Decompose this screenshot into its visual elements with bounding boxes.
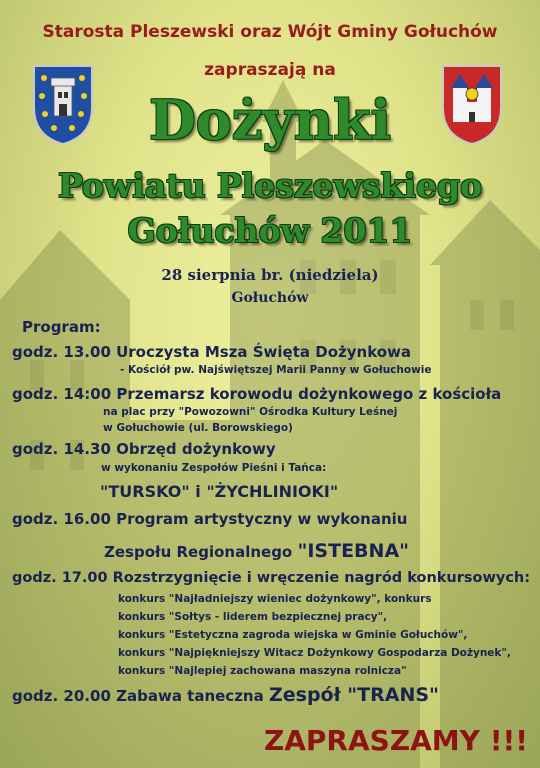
program-item-2000-label: godz. 20.00 Zabawa taneczna [12, 687, 264, 705]
title-powiat: Powiatu Pleszewskiego [57, 166, 483, 205]
ensemble-label: Zespołu Regionalnego [104, 543, 293, 561]
event-place: Gołuchów [231, 290, 309, 306]
header-invite: zapraszają na [204, 60, 336, 80]
program-item-1600-ensemble [104, 540, 409, 562]
title-dozynki: Dożynki [148, 88, 392, 152]
program-item-1430: godz. 14.30 Obrzęd dożynkowy [12, 440, 276, 458]
contest-1: konkurs "Najładniejszy wieniec dożynkowy", konkurs [118, 593, 432, 605]
program-item-2000 [12, 684, 439, 706]
program-item-1700: godz. 17.00 Rozstrzygnięcie i wręczenie nagród konkursowych: [12, 570, 531, 586]
program-item-1400-detail-2: w Gołuchowie (ul. Borowskiego) [103, 422, 293, 434]
program-item-1300-detail: - Kościół pw. Najświętszej Marii Panny w Gołuchowie [120, 364, 432, 376]
contest-5: konkurs "Najlepiej zachowana maszyna rolnicza" [118, 665, 407, 677]
program-item-1300: godz. 13.00 Uroczysta Msza Święta Dożynkowa [12, 343, 412, 361]
program-item-1430-detail: w wykonaniu Zespołów Pieśni i Tańca: [101, 462, 327, 474]
contest-3: konkurs "Estetyczna zagroda wiejska w Gminie Gołuchów", [118, 629, 468, 641]
header-organizers: Starosta Pleszewski oraz Wójt Gminy Gołuchów [42, 22, 498, 42]
program-item-1400: godz. 14:00 Przemarsz korowodu dożynkowego z kościoła [12, 385, 502, 403]
contest-4: konkurs "Najpiękniejszy Witacz Dożynkowy Gospodarza Dożynek", [118, 647, 511, 659]
program-heading: Program: [22, 318, 101, 336]
program-item-1430-groups: "TURSKO" i "ŻYCHLINIOKI" [100, 482, 339, 501]
program-item-1400-detail-1: na plac przy "Powozowni" Ośrodka Kultury Leśnej [103, 406, 398, 418]
closing-invitation: ZAPRASZAMY !!! [263, 724, 528, 757]
band-trans: Zespół "TRANS" [268, 684, 439, 706]
event-date: 28 sierpnia br. (niedziela) [161, 266, 379, 284]
program-item-1600: godz. 16.00 Program artystyczny w wykonaniu [12, 510, 408, 528]
title-goluchow-year: Gołuchów 2011 [127, 211, 413, 250]
contest-2: konkurs "Sołtys - liderem bezpiecznej pracy", [118, 611, 388, 623]
ensemble-name-istebna: "ISTEBNA" [297, 540, 410, 562]
